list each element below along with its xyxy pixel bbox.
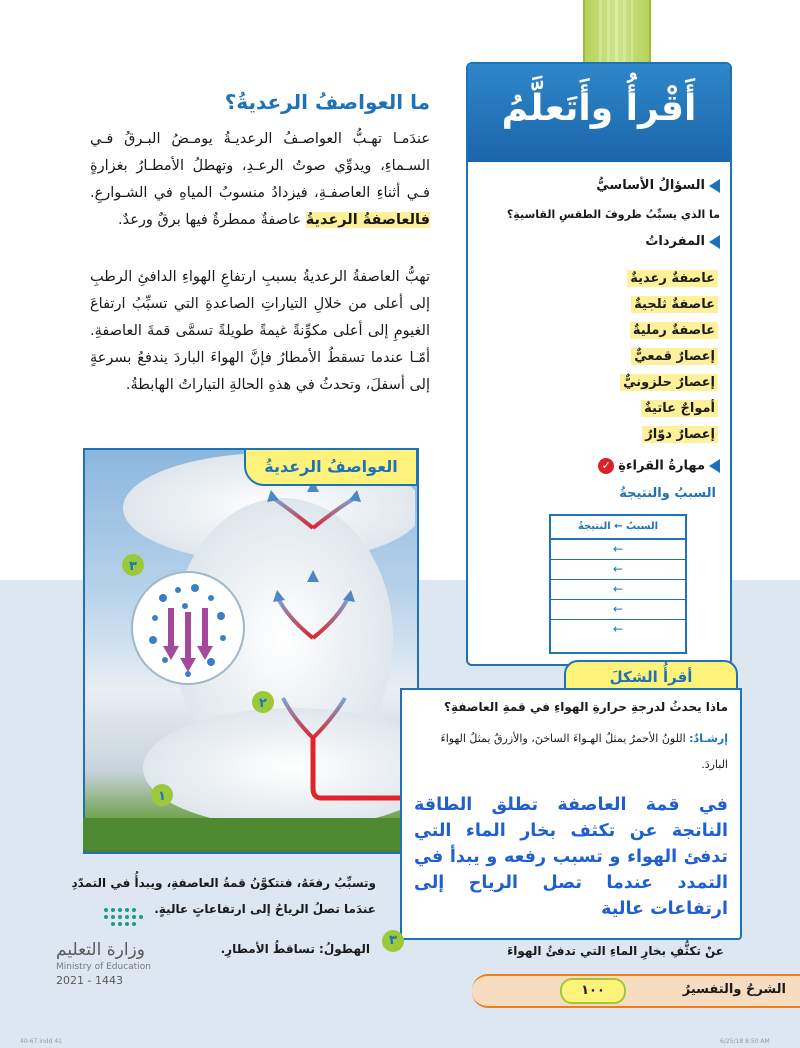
figure-question: ماذا يحدثُ لدرجةِ حرارةِ الهواءِ في قمةِ العاصفةِ؟ <box>444 700 728 714</box>
table-row: ← <box>551 540 685 560</box>
triangle-icon <box>709 179 720 193</box>
vocab-item: عاصفةٌ رعديةٌ <box>627 270 718 287</box>
figure-label: العواصفُ الرعديةُ <box>244 448 418 486</box>
read-and-learn-sidebar <box>466 62 732 666</box>
sidebar-header <box>468 64 730 162</box>
vocabulary-heading: المفرداتُ <box>645 234 720 249</box>
read-figure-label: أقرأُ الشكلَ <box>564 660 738 694</box>
footer-label: الشرحُ والتفسيرُ <box>682 982 786 997</box>
ministry-name-ar: وزارة التعليم <box>56 940 145 960</box>
ministry-logo-dots <box>100 902 180 936</box>
page-number: ١٠٠ <box>560 978 626 1004</box>
bookmark-tab <box>583 0 651 64</box>
table-header: السببُ ← النتيجةُ <box>551 516 685 540</box>
check-icon: ✓ <box>598 458 614 474</box>
vocab-item: عاصفةٌ رمليةٌ <box>630 322 718 339</box>
print-mark-left: 40-67.indd 41 <box>20 1038 62 1045</box>
reading-skill-heading: مهارةُ القراءةِ✓ <box>598 458 720 474</box>
figure-hint: إرشـادٌ: اللونُ الأحمرُ يمثلُ الهـواءَ الساخنَ، والأزرقُ يمثلُ الهواءَ الباردَ. <box>440 732 728 771</box>
ministry-name-en: Ministry of Education <box>56 962 151 972</box>
marker-2: ٢ <box>259 696 267 711</box>
marker-3-badge: ٣ <box>382 930 404 952</box>
ground <box>83 818 415 850</box>
table-row: ← <box>612 622 624 636</box>
caption-line-1: وتسبِّبُ رفعَهُ، فتتكوَّنُ قمةُ العاصفةِ، ويبدأُ في التمدّدِ <box>71 876 376 890</box>
highlighted-term: فالعاصفةُ الرعديةُ <box>305 212 430 228</box>
marker-3: ٣ <box>129 559 137 574</box>
table-row: ← <box>551 560 685 580</box>
essential-question-heading: السؤالُ الأساسيُّ <box>596 178 720 193</box>
triangle-icon <box>709 235 720 249</box>
thunderstorm-diagram <box>83 448 415 850</box>
read-figure-box <box>400 688 742 940</box>
section-footer <box>472 974 800 1008</box>
handwritten-answer: في قمة العاصفة تطلق الطاقة الناتجة عن تكثف بخار الماء التي تدفئ الهواء و تسبب رفعه و يبدأ في التمدد عندما تصل الرياح إلى ارتفاعات عالية <box>414 795 728 919</box>
reading-skill-name: السببُ والنتيجةُ <box>619 486 716 501</box>
vocab-item: عاصفةٌ ثلجيةٌ <box>631 296 718 313</box>
essential-question: ما الذي يسبِّبُ ظروفَ الطقسِ القاسيةِ؟ <box>506 208 720 221</box>
vocab-item: إعصارٌ حلزونيٌّ <box>620 374 718 391</box>
caption-3: الهطولُ: تساقطُ الأمطارِ. <box>220 942 370 956</box>
cloud-base <box>143 708 415 828</box>
paragraph-2: تهبُّ العاصفةُ الرعديةُ بسببِ ارتفاعِ الهواءِ الدافئِ الرطبِ إلى أعلى من خلالِ التياراتِ الصاعدةِ التي تسبِّبُ ارتفاعَ الغيومِ إلى أعلى مكوِّنةً غيمةً طويلةً تسمَّى قمةَ العاصفةِ. أمّـا عندما تسقطُ الأمطارُ فإنَّ الهواءَ الباردَ يندفعُ بسرعةٍ إلى أسفلَ، وتحدثُ في هذهِ الحالةِ التياراتُ الهابطةُ. <box>90 269 430 393</box>
print-mark-right: 6/25/18 8:50 AM <box>720 1038 770 1045</box>
triangle-icon <box>709 459 720 473</box>
sidebar-title: أَقْرأُ وأَتَعلَّمُ <box>501 88 697 129</box>
ministry-year: 2021 - 1443 <box>56 974 123 987</box>
vocab-item: إعصارٌ قمعيٌّ <box>631 348 718 365</box>
table-row: ← <box>551 580 685 600</box>
caption-line-2: عندَما تصلُ الرياحُ إلى ارتفاعاتٍ عاليةٍ. <box>154 902 376 916</box>
vocab-item: إعصارٌ دوّارٌ <box>642 426 718 443</box>
cause-effect-table <box>549 514 687 654</box>
table-row: ← <box>551 600 685 620</box>
paragraph-1: عندَمـا تهـبُّ العواصـفُ الرعديـةُ يومـضُ البـرقُ فـي السـماءِ، ويدوِّي صوتُ الرعـدِ، وتهطلُ الأمطـارُ بغزارةٍ فـي أثناءِ العاصفـةِ، فيزدادُ منسوبُ المياهِ في الشـوارعِ. فالعاصفةُ الرعديةُ عاصفةٌ ممطرةٌ فيها برقٌ ورعدٌ. <box>90 131 430 228</box>
marker-1: ١ <box>158 789 166 804</box>
caption-bottom: عنْ تكثُّفِ بخارِ الماءِ التي تدفئُ الهواءَ <box>507 944 724 958</box>
vocab-item: أمواجٌ عاتيةٌ <box>641 400 718 417</box>
section-title: ما العواصفُ الرعديةُ؟ <box>224 90 430 114</box>
